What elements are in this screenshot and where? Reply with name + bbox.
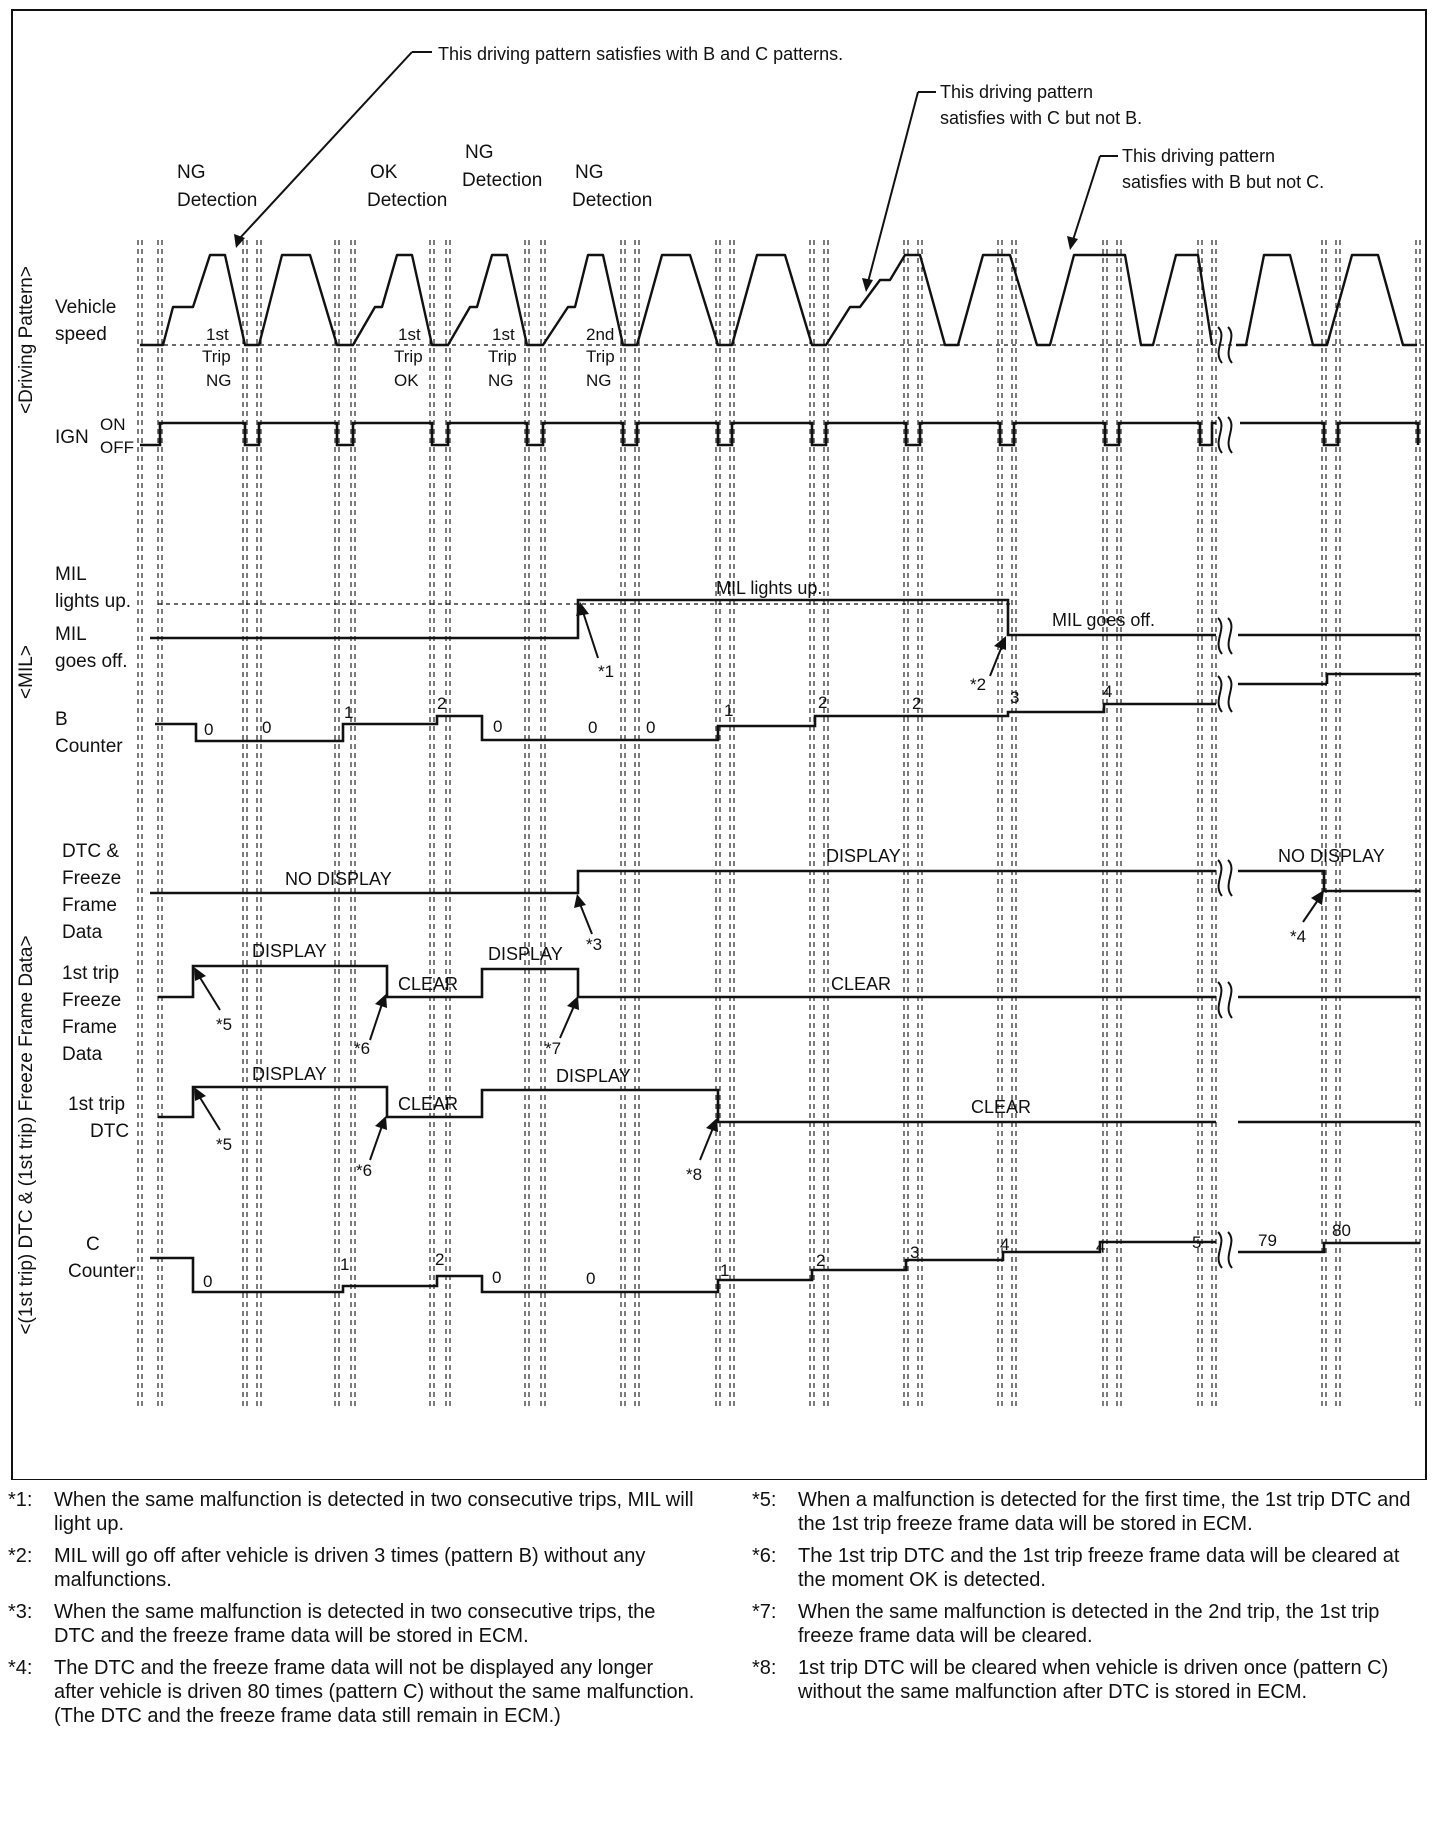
marker-2: *2 [970,675,987,694]
footnote-mark: *5: [752,1489,777,1511]
c-counter-trace [150,1242,1216,1292]
break-symbol [1218,618,1222,654]
label-c-counter: C Counter [68,1234,136,1282]
section-label-mil: <MIL> [16,645,37,699]
vehicle-speed-trace [140,255,1212,345]
mil-goes-off-text: MIL goes off. [1052,610,1156,630]
ign-trace [140,423,1216,445]
arrowhead [994,636,1006,650]
label-mil-lights-up: MIL lights up. [55,564,132,612]
trip-label-3: 1st Trip NG [488,325,517,390]
marker-7: *7 [545,1039,562,1058]
footnote-mark: *8: [752,1657,777,1679]
footnotes-left [8,1488,698,1736]
c-counter-value: 5 [1192,1233,1202,1252]
trip-label-4: 2nd Trip NG [586,325,615,390]
arrowhead [1067,236,1078,250]
b-counter-value: 0 [204,720,214,739]
marker-8: *8 [686,1165,703,1184]
marker-5: *5 [216,1015,233,1034]
footnote-mark: *6: [752,1545,777,1567]
trip-dtc-clear-text-2: CLEAR [971,1097,1032,1117]
c-counter-value: 1 [720,1261,730,1280]
label-dtc-freeze-frame: DTC & Freeze Frame Data [62,841,122,943]
c-counter-value: 0 [492,1268,502,1287]
footnotes-right [752,1488,1432,1712]
marker-5-arrow [199,976,220,1010]
c-counter-value: 2 [435,1250,445,1269]
trip-label-2: 1st Trip OK [394,325,423,390]
trip-dtc-display-text-1: DISPLAY [252,1064,327,1084]
c-counter-value: 0 [203,1272,213,1291]
label-ign: IGN [55,427,89,448]
b-counter-value: 2 [818,693,828,712]
c-counter-value: 2 [816,1251,826,1270]
label-b-counter: B Counter [55,709,123,757]
b-counter-trace [155,704,1216,741]
c-counter-value: 1 [340,1255,350,1274]
marker-8-arrow [700,1128,713,1160]
b-counter-trace-3 [1327,674,1420,684]
footnote [752,1544,1432,1592]
label-1st-trip-freeze-frame: 1st trip Freeze Frame Data [62,963,122,1065]
marker-5b: *5 [216,1135,233,1154]
trip-dtc-clear-text-1: CLEAR [398,1094,459,1114]
footnote-text: When the same malfunction is detected in the 2nd trip, the 1st trip freeze frame data will be cleared. [798,1601,1380,1647]
label-vehicle-speed: Vehicle speed [55,297,117,345]
callout-b-not-c: This driving pattern satisfies with B but not C. [1122,146,1325,192]
marker-1: *1 [598,662,615,681]
dtc-no-display-text: NO DISPLAY [285,869,392,889]
break-symbol [1228,982,1232,1018]
footnote-mark: *2: [8,1545,33,1567]
b-counter-value: 1 [344,703,354,722]
break-symbol [1218,676,1222,712]
mil-lights-up-text: MIL lights up. [716,578,823,598]
trip-dtc-trace [158,1087,1216,1122]
footnote-text: The DTC and the freeze frame data will not be displayed any longer after vehicle is driven 80 times (pattern C) without the same malfunction. (The DTC and the freeze frame data still remain in ECM.) [54,1657,695,1727]
c-counter-value: 80 [1332,1221,1351,1240]
break-symbol [1218,417,1222,453]
break-symbol [1228,1232,1232,1268]
b-counter-value: 2 [912,694,922,713]
dtc-display-text: DISPLAY [826,846,901,866]
b-counter-value: 3 [1010,688,1020,707]
footnote-text: The 1st trip DTC and the 1st trip freeze frame data will be cleared at the moment OK is detected. [798,1545,1400,1591]
marker-3-arrow [580,904,592,934]
trip-ffd-trace [158,966,1216,997]
c-counter-value: 0 [586,1269,596,1288]
section-label-dtc-ffd: <(1st trip) DTC & (1st trip) Freeze Frame Data> [16,935,37,1335]
arrowhead [375,994,387,1008]
b-counter-value: 0 [262,718,272,737]
marker-5b-arrow [199,1096,220,1130]
ign-trace-2 [1240,423,1418,445]
trip-ffd-clear-text-2: CLEAR [831,974,892,994]
trip-ffd-display-text-2: DISPLAY [488,944,563,964]
arrowhead [375,1116,387,1130]
label-ign-on: ON [100,415,126,434]
marker-3: *3 [586,935,603,954]
callout-c-not-b: This driving pattern satisfies with C but not B. [940,82,1143,128]
b-counter-value: 0 [646,718,656,737]
trip-labels [202,325,615,390]
break-symbol [1228,676,1232,712]
detection-label-3: NG Detection [462,142,543,191]
marker-7-arrow [560,1006,574,1038]
arrowhead [1311,890,1324,905]
time-break-symbols [1218,327,1232,1268]
footnote [8,1656,698,1728]
footnote [752,1488,1432,1536]
b-counter-value: 1 [724,701,734,720]
break-symbol [1218,1232,1222,1268]
arrowhead [706,1118,718,1132]
break-symbol [1228,417,1232,453]
section-label-driving-pattern: <Driving Pattern> [16,266,37,414]
footnote [8,1488,698,1536]
trip-label-1: 1st Trip NG [202,325,232,390]
arrowhead [574,894,586,908]
b-counter-value: 4 [1103,682,1113,701]
marker-6b-arrow [370,1126,382,1160]
dtc-ffd-trace-2 [1238,871,1420,891]
trip-ffd-clear-text-1: CLEAR [398,974,459,994]
footnote-mark: *4: [8,1657,33,1679]
c-counter-value: 79 [1258,1231,1277,1250]
callout-leader-c-not-b [868,92,918,282]
callout-leader-b-not-c [1073,156,1100,240]
marker-6: *6 [354,1039,371,1058]
footnote [752,1600,1432,1648]
c-counter-value: 4 [1096,1237,1106,1256]
label-mil-goes-off: MIL goes off. [55,624,128,672]
c-counter-value: 3 [910,1243,920,1262]
dtc-no-display-after-80-text: NO DISPLAY [1278,846,1385,866]
detection-label-2: OK Detection [367,162,448,211]
footnote-text: When the same malfunction is detected in two consecutive trips, the DTC and the freeze frame data will be stored in ECM. [54,1601,656,1647]
detection-label-4: NG Detection [572,162,653,211]
marker-2-arrow [990,646,1002,676]
footnote [8,1544,698,1592]
trip-ffd-display-text-1: DISPLAY [252,941,327,961]
trip-dtc-display-text-2: DISPLAY [556,1066,631,1086]
footnote-text: When a malfunction is detected for the first time, the 1st trip DTC and the 1st trip freeze frame data will be stored in ECM. [798,1489,1411,1535]
b-counter-value: 0 [588,718,598,737]
break-symbol [1228,860,1232,896]
break-symbol [1218,860,1222,896]
diagram-frame [12,10,1426,1480]
label-ign-off: OFF [100,438,134,457]
marker-4-arrow [1303,900,1318,922]
arrowhead [567,996,579,1010]
footnote-text: When the same malfunction is detected in two consecutive trips, MIL will light up. [54,1489,694,1535]
detection-label-1: NG Detection [177,162,258,211]
footnote [8,1600,698,1648]
detection-labels [177,142,652,211]
b-counter-value: 2 [437,694,447,713]
footnote-text: 1st trip DTC will be cleared when vehicle is driven once (pattern C) without the same malfunction after DTC is stored in ECM. [798,1657,1389,1703]
c-counter-value: 4 [1000,1235,1010,1254]
label-1st-trip-dtc: 1st trip DTC [68,1094,130,1142]
footnote-mark: *7: [752,1601,777,1623]
footnote [752,1656,1432,1704]
marker-1-arrow [583,612,598,658]
marker-6-arrow [370,1004,382,1040]
marker-6b: *6 [356,1161,373,1180]
callout-b-and-c: This driving pattern satisfies with B and C patterns. [438,44,844,64]
b-counter-value: 0 [493,717,503,736]
footnote-mark: *3: [8,1601,33,1623]
break-symbol [1228,618,1232,654]
footnote-text: MIL will go off after vehicle is driven 3 times (pattern B) without any malfunctions. [54,1545,646,1591]
marker-4: *4 [1290,927,1307,946]
footnote-mark: *1: [8,1489,33,1511]
break-symbol [1218,982,1222,1018]
